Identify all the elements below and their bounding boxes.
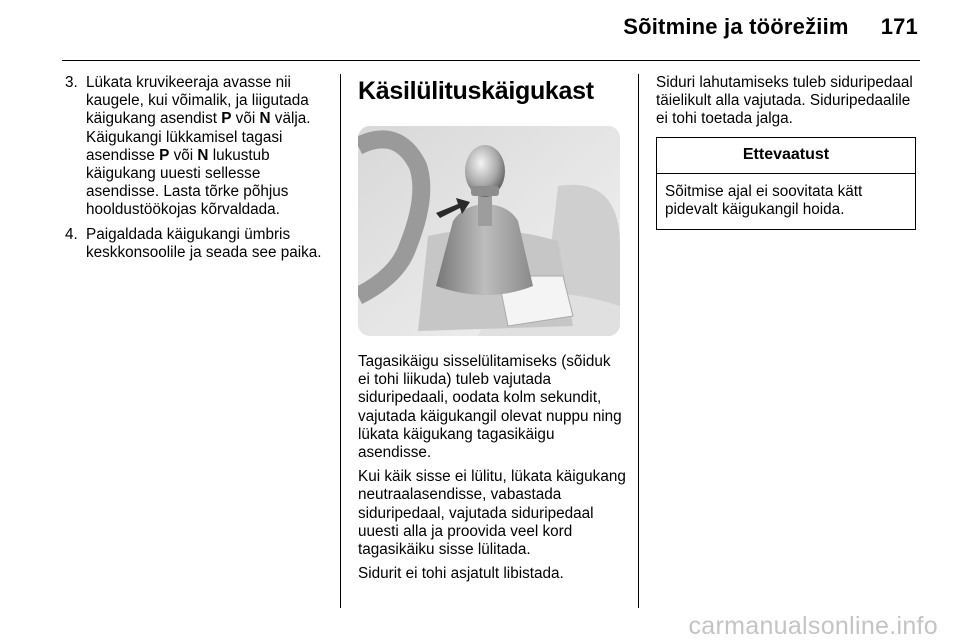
- text-run: välja. Käigukangi lükkamisel tagasi asendisse: [86, 110, 311, 164]
- page-number: 171: [880, 14, 918, 39]
- text-run: lukustub käigukang uuesti sellesse asendisse. Lasta tõrke põhjus hooldustöökojas kõrvaldada.: [86, 146, 289, 219]
- gear-letter: N: [197, 146, 209, 164]
- text-run: või: [169, 146, 198, 164]
- caution-box: [656, 137, 916, 231]
- caution-body: Sõitmise ajal ei soovitata kätt pidevalt käigukangil hoida.: [665, 182, 863, 219]
- watermark: carmanualsonline.info: [688, 612, 938, 640]
- step-text: [86, 74, 327, 220]
- page-header: [0, 14, 918, 40]
- section-title: Käsilülituskäigukast: [358, 77, 594, 105]
- paragraph: Kui käik sisse ei lülitu, lükata käigukang neutraalasendisse, vabastada siduripedaal, vajutada siduripedaal uuesti alla ja proovida veel kord tagasikäiku sisse lülitada.: [358, 468, 626, 559]
- gear-shift-illustration: [358, 126, 620, 336]
- paragraph: Tagasikäigu sisselülitamiseks (sõiduk ei tohi liikuda) tuleb vajutada siduripedaali, oodata kolm sekundit, vajutada käigukangil olevat nuppu ning lükata käigukang tagasikäigu asendisse.: [358, 353, 622, 462]
- list-item: [65, 226, 327, 262]
- step-text: Paigaldada käigukangi ümbris keskkonsoolile ja seada see paika.: [86, 225, 322, 261]
- column-3: [656, 74, 920, 230]
- step-number: 4.: [65, 225, 78, 243]
- chapter-title: Sõitmine ja töörežiim: [623, 14, 849, 39]
- gear-letter: P: [159, 146, 170, 164]
- column-1: [65, 74, 327, 268]
- step-number: 3.: [65, 74, 78, 91]
- header-rule: [62, 60, 920, 61]
- text-run: või: [231, 110, 260, 128]
- paragraph: Siduri lahutamiseks tuleb siduripedaal täielikult alla vajutada. Siduripedaalile ei tohi toetada jalga.: [656, 74, 913, 128]
- steps-list: [65, 74, 327, 262]
- list-item: [65, 74, 327, 220]
- column-2: [358, 74, 626, 589]
- gear-shift-lever-photo: [358, 126, 620, 336]
- paragraph: Sidurit ei tohi asjatult libistada.: [358, 565, 564, 583]
- caution-title: Ettevaatust: [657, 138, 915, 174]
- gear-letter: N: [259, 110, 271, 128]
- gear-letter: P: [221, 110, 232, 128]
- text-run: Lükata kruvikeeraja avasse nii kaugele, kui võimalik, ja liigutada käigukang asendist: [86, 74, 309, 128]
- column-divider: [638, 74, 639, 608]
- column-divider: [340, 74, 341, 608]
